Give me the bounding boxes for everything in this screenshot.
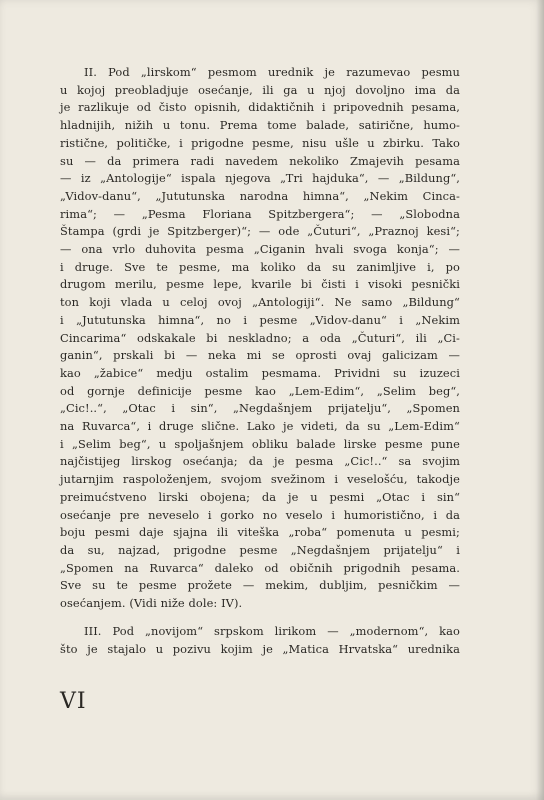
text-line: — ona vrlo duhovita pesma „Ciganin hvali svoga konja“; —: [60, 242, 460, 257]
text-line: Štampa (grdi je Spitzberger)“; — ode „Čuturi“, „Praznoj kesi“;: [60, 224, 460, 239]
text-line: i „Jututunska himna“, no i pesme „Vidov-danu“ i „Nekim: [60, 312, 460, 327]
text-line: hladnijih, nižih u tonu. Prema tome balade, satirične, humo-: [60, 118, 460, 133]
text-line: Cincarima“ odskakale bi neskladno; a oda „Čuturi“, ili „Ci-: [60, 330, 460, 345]
text-line: rima“; — „Pesma Floriana Spitzbergera“; — „Slobodna: [60, 206, 460, 221]
text-line: „Vidov-danu“, „Jututunska narodna himna“, „Nekim Cinca-: [60, 188, 460, 203]
text-line: kao „žabice“ medju ostalim pesmama. Prividni su izuzeci: [60, 365, 460, 380]
text-line: III. Pod „novijom“ srpskom lirikom — „modernom“, kao: [84, 623, 460, 638]
text-line: jutarnjim raspoloženjem, svojom svežinom i veselošću, takodje: [60, 472, 460, 487]
text-line: preimućstveno lirski obojena; da je u pesmi „Otac i sin“: [60, 489, 460, 504]
text-line: „Spomen na Ruvarca“ daleko od običnih prigodnih pesama.: [60, 560, 460, 575]
text-line: i druge. Sve te pesme, ma koliko da su zanimljive i, po: [60, 259, 460, 274]
text-line: osećanjem. (Vidi niže dole: IV).: [60, 596, 243, 611]
page-number: VI: [60, 689, 87, 714]
body-text: [60, 64, 460, 658]
text-line: su — da primera radi navedem nekoliko Zmajevih pesama: [60, 153, 460, 168]
text-line: da su, najzad, prigodne pesme „Negdašnjem prijatelju“ i: [60, 542, 460, 557]
text-line: „Cic!..“, „Otac i sin“, „Negdašnjem prijatelju“, „Spomen: [60, 401, 460, 416]
text-line: što je stajalo u pozivu kojim je „Matica Hrvatska“ urednika: [60, 641, 460, 656]
paragraph-gap: [60, 613, 460, 623]
text-line: u kojoj preobladjuje osećanje, ili ga u njoj dovoljno ima da: [60, 82, 460, 97]
text-line: boju pesmi daje sjajna ili viteška „roba“ pomenuta u pesmi;: [60, 525, 460, 540]
page-edge-shadow: [536, 0, 544, 800]
text-line: najčistijeg lirskog osećanja; da je pesma „Cic!..“ sa svojim: [60, 454, 460, 469]
text-line: drugom merilu, pesme lepe, kvarile bi čisti i visoki pesnički: [60, 277, 460, 292]
text-line: II. Pod „lirskom“ pesmom urednik je razumevao pesmu: [84, 65, 460, 79]
text-line: je razlikuje od čisto opisnih, didaktičnih i pripovednih pesama,: [60, 100, 460, 115]
text-line: od gornje definicije pesme kao „Lem-Edim“, „Selim beg“,: [60, 383, 460, 398]
text-line: rističnе, političke, i prigodne pesme, nisu ušle u zbirku. Tako: [60, 135, 460, 150]
text-line: na Ruvarca“, i druge slične. Lako je videti, da su „Lem-Edim“: [60, 419, 460, 434]
text-line: Sve su te pesme prožete — mekim, dubljim, pesničkim —: [60, 578, 460, 593]
text-line: osećanje pre neveselo i gorko no veselo i humoristično, i da: [60, 507, 460, 522]
text-line: — iz „Antologije“ ispala njegova „Tri hajduka“, — „Bildung“,: [60, 171, 460, 186]
text-line: ganin“, prskali bi — neka mi se oprosti ovaj galicizam —: [60, 348, 460, 363]
text-line: i „Selim beg“, u spoljašnjem obliku balade lirske pesme pune: [60, 436, 460, 451]
text-line: ton koji vlada u celoj ovoj „Antologiji“. Ne samo „Bildung“: [60, 295, 460, 310]
